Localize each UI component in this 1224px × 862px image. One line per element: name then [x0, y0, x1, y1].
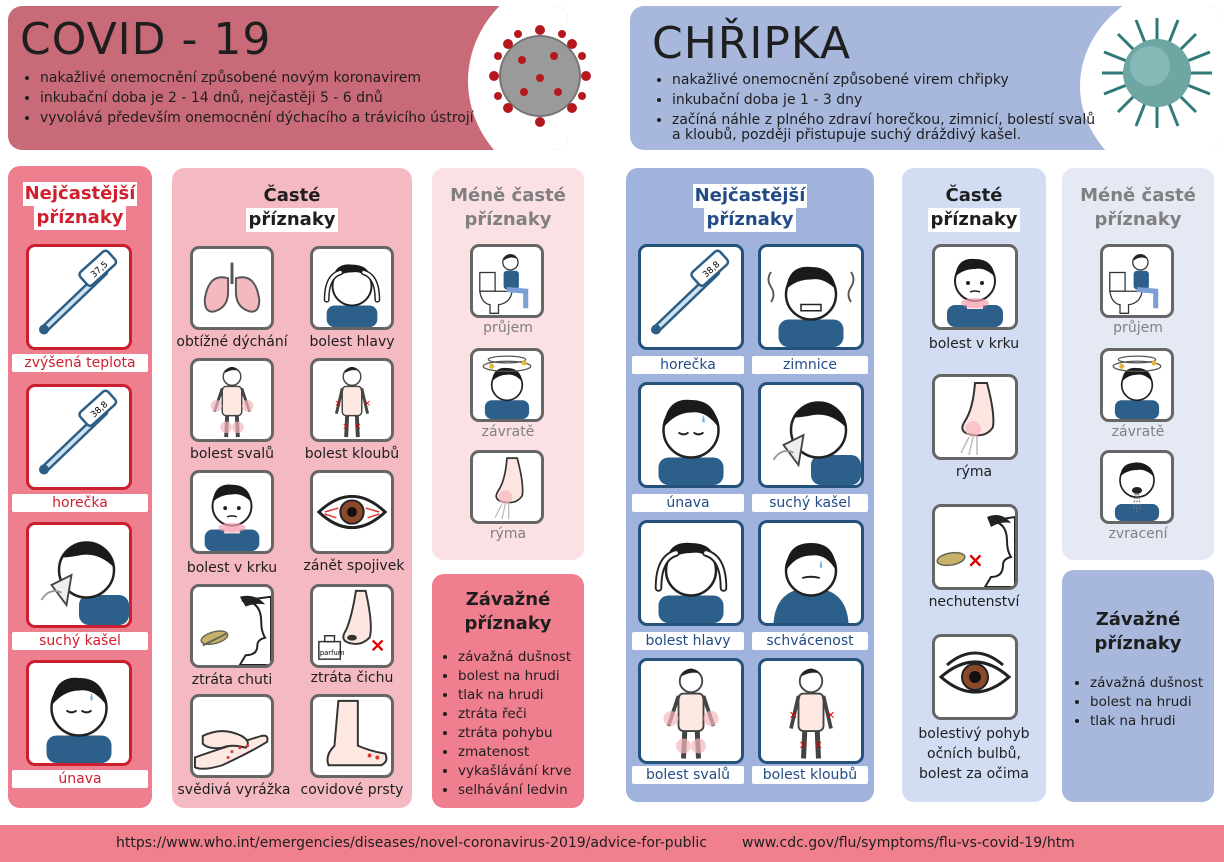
symptom-label: závratě — [1111, 424, 1165, 440]
loss-of-appetite-icon — [935, 507, 1015, 587]
body-pain-card — [638, 658, 744, 764]
flu-common-panel — [902, 168, 1046, 802]
body-pain-icon — [193, 361, 271, 439]
covid-common-panel — [172, 168, 412, 808]
coronavirus-icon — [484, 20, 596, 132]
symptom-label: zvýšená teplota — [12, 354, 148, 372]
thermometer-icon — [29, 387, 129, 487]
flu-intro-continued: a kloubů, později přistupuje suchý dráždivý kašel. — [672, 127, 1022, 143]
symptom-label: nechutenství — [928, 594, 1020, 610]
symptom-label: horečka — [632, 356, 744, 374]
dizziness-icon — [1103, 351, 1171, 419]
cough-icon — [29, 525, 129, 625]
flu-intro-item: • nakažlivé onemocnění způsobené virem chřipky — [672, 70, 1095, 90]
symptom-label: zvracení — [1108, 526, 1168, 542]
flu-title: CHŘIPKA — [652, 18, 852, 69]
tired-face-icon — [641, 385, 741, 485]
fever-card — [638, 244, 744, 350]
symptom-label: bolest svalů — [632, 766, 744, 784]
exhausted-face-icon — [761, 523, 861, 623]
flu-intro-item: • inkubační doba je 1 - 3 dny — [672, 90, 1095, 110]
panel-title — [626, 184, 874, 232]
toilet-icon — [1103, 247, 1171, 315]
panel-title-line: Časté — [263, 185, 321, 206]
symptom-label: bolest v krku — [186, 560, 278, 576]
parfum-label: parfum — [319, 649, 345, 658]
loss-of-smell-icon — [313, 587, 391, 665]
serious-symptom: • ztráta řeči — [458, 705, 571, 724]
symptom-label: bolest kloubů — [304, 446, 400, 462]
symptom-card — [1100, 450, 1174, 524]
panel-title-line: příznaky — [1094, 209, 1182, 230]
panel-title-line: příznaky — [1094, 633, 1182, 654]
panel-title-line: Časté — [945, 185, 1003, 206]
foot-icon — [313, 697, 391, 775]
exhaustion-card — [758, 520, 864, 626]
thermometer-reading: 38,8 — [701, 259, 723, 281]
symptom-label: únava — [12, 770, 148, 788]
covid-serious-panel — [432, 574, 584, 808]
symptom-label: bolest kloubů — [752, 766, 868, 784]
fatigue-card — [26, 660, 132, 766]
chills-card — [758, 244, 864, 350]
symptom-label: ztráta chuti — [191, 672, 273, 688]
panel-title — [8, 182, 152, 230]
symptom-label — [902, 724, 1046, 784]
toilet-icon — [473, 247, 541, 315]
symptom-label: schvácenost — [752, 632, 868, 650]
covid-most-common-panel — [8, 166, 152, 808]
panel-title-line: Závažné — [465, 589, 551, 610]
serious-symptom: • bolest na hrudi — [458, 667, 571, 686]
symptom-card — [310, 694, 394, 778]
flu-less-common-panel — [1062, 168, 1214, 560]
serious-symptom: • selhávání ledvin — [458, 781, 571, 800]
symptom-card — [190, 584, 274, 668]
symptom-card — [470, 348, 544, 422]
panel-title-line: Nejčastější — [694, 185, 806, 206]
serious-symptom: • tlak na hrudi — [458, 686, 571, 705]
panel-title — [172, 184, 412, 232]
fever-card — [26, 244, 132, 350]
panel-title-line: příznaky — [36, 207, 124, 228]
symptom-card — [190, 358, 274, 442]
serious-symptom-list — [1072, 674, 1203, 731]
thermometer-icon — [641, 247, 741, 347]
who-source-link[interactable]: https://www.who.int/emergencies/diseases/novel-coronavirus-2019/advice-for-public — [116, 835, 707, 851]
panel-title — [432, 588, 584, 636]
rash-icon — [193, 697, 271, 775]
panel-title-line: příznaky — [706, 209, 794, 230]
flu-most-common-panel — [626, 168, 874, 802]
symptom-label: bolest svalů — [189, 446, 275, 462]
thermometer-reading: 38,8 — [89, 399, 111, 421]
covid-intro-item: • vyvolává především onemocnění dýchacího a trávicího ústrojí — [40, 108, 474, 128]
symptom-label: suchý kašel — [12, 632, 148, 650]
thermometer-reading: 37,5 — [89, 259, 111, 281]
symptom-label: horečka — [12, 494, 148, 512]
footer-bar — [0, 825, 1224, 862]
covid-intro-item: • inkubační doba je 2 - 14 dnů, nejčastěji 5 - 6 dnů — [40, 88, 474, 108]
panel-title-line: příznaky — [464, 613, 552, 634]
serious-symptom: • závažná dušnost — [458, 648, 571, 667]
serious-symptom: • bolest na hrudi — [1090, 693, 1203, 712]
symptom-card — [310, 246, 394, 330]
fever-card — [26, 384, 132, 490]
symptom-card — [190, 470, 274, 554]
chills-icon — [761, 247, 861, 347]
panel-title-line: Nejčastější — [24, 183, 136, 204]
symptom-label: rýma — [489, 526, 527, 542]
flu-intro-item: • začíná náhle z plného zdraví horečkou, zimnicí, bolestí svalů — [672, 110, 1095, 130]
panel-title — [1062, 184, 1214, 232]
symptom-label: rýma — [955, 464, 993, 480]
covid-intro-list — [22, 68, 474, 128]
cough-card — [758, 382, 864, 488]
runny-nose-icon — [473, 453, 541, 521]
symptom-card — [932, 634, 1018, 720]
panel-title — [902, 184, 1046, 232]
symptom-card — [310, 358, 394, 442]
runny-nose-icon — [935, 377, 1015, 457]
panel-title-line: Méně časté — [450, 185, 566, 206]
symptom-label: závratě — [481, 424, 535, 440]
symptom-card — [190, 694, 274, 778]
cough-icon — [761, 385, 861, 485]
symptom-label-line: očních bulbů, — [927, 746, 1021, 762]
headache-card — [638, 520, 744, 626]
symptom-card — [310, 470, 394, 554]
symptom-card — [932, 374, 1018, 460]
joint-pain-card — [758, 658, 864, 764]
symptom-label: únava — [632, 494, 744, 512]
dizziness-icon — [473, 351, 541, 419]
symptom-label: průjem — [1113, 320, 1163, 336]
body-pain-icon — [641, 661, 741, 761]
serious-symptom: • zmatenost — [458, 743, 571, 762]
symptom-card — [1100, 348, 1174, 422]
symptom-card — [932, 244, 1018, 330]
symptom-label: covidové prsty — [300, 782, 404, 798]
joint-pain-icon — [761, 661, 861, 761]
red-eye-icon — [313, 473, 391, 551]
cough-card — [26, 522, 132, 628]
symptom-label: zánět spojivek — [303, 558, 405, 574]
symptom-card — [470, 450, 544, 524]
covid-title: COVID - 19 — [20, 14, 272, 65]
symptom-label: bolest v krku — [928, 336, 1020, 352]
symptom-label-line: bolest za očima — [919, 766, 1029, 782]
symptom-label: bolest hlavy — [309, 334, 395, 350]
symptom-card — [932, 504, 1018, 590]
symptom-card — [470, 244, 544, 318]
influenza-virus-icon — [1098, 14, 1216, 132]
symptom-label: obtížné dýchání — [176, 334, 288, 350]
panel-title-line: Méně časté — [1080, 185, 1196, 206]
covid-less-common-panel — [432, 168, 584, 560]
serious-symptom: • závažná dušnost — [1090, 674, 1203, 693]
loss-of-taste-icon — [193, 587, 271, 665]
serious-symptom: • ztráta pohybu — [458, 724, 571, 743]
symptom-label: suchý kašel — [752, 494, 868, 512]
tired-face-icon — [29, 663, 129, 763]
panel-title — [1062, 608, 1214, 656]
panel-title-line: příznaky — [930, 209, 1018, 230]
headache-icon — [641, 523, 741, 623]
panel-title — [432, 184, 584, 232]
lungs-icon — [193, 249, 271, 327]
symptom-label-line: bolestivý pohyb — [918, 726, 1030, 742]
fatigue-card — [638, 382, 744, 488]
thermometer-icon — [29, 247, 129, 347]
cdc-source-link[interactable]: www.cdc.gov/flu/symptoms/flu-vs-covid-19/htm — [742, 835, 1075, 851]
serious-symptom-list — [440, 648, 571, 800]
symptom-label: ztráta čichu — [310, 670, 394, 686]
symptom-card — [310, 584, 394, 668]
panel-title-line: Závažné — [1095, 609, 1181, 630]
eye-icon — [935, 637, 1015, 717]
symptom-label: průjem — [483, 320, 533, 336]
headache-icon — [313, 249, 391, 327]
panel-title-line: příznaky — [464, 209, 552, 230]
vomiting-icon — [1103, 453, 1171, 521]
joint-pain-icon — [313, 361, 391, 439]
flu-intro-list — [654, 70, 1095, 130]
symptom-label: zimnice — [752, 356, 868, 374]
sore-throat-icon — [193, 473, 271, 551]
serious-symptom: • tlak na hrudi — [1090, 712, 1203, 731]
symptom-label: svědivá vyrážka — [177, 782, 291, 798]
covid-intro-item: • nakažlivé onemocnění způsobené novým koronavirem — [40, 68, 474, 88]
symptom-card — [1100, 244, 1174, 318]
sore-throat-icon — [935, 247, 1015, 327]
symptom-card — [190, 246, 274, 330]
flu-serious-panel — [1062, 570, 1214, 802]
panel-title-line: příznaky — [248, 209, 336, 230]
serious-symptom: • vykašlávání krve — [458, 762, 571, 781]
symptom-label: bolest hlavy — [632, 632, 744, 650]
